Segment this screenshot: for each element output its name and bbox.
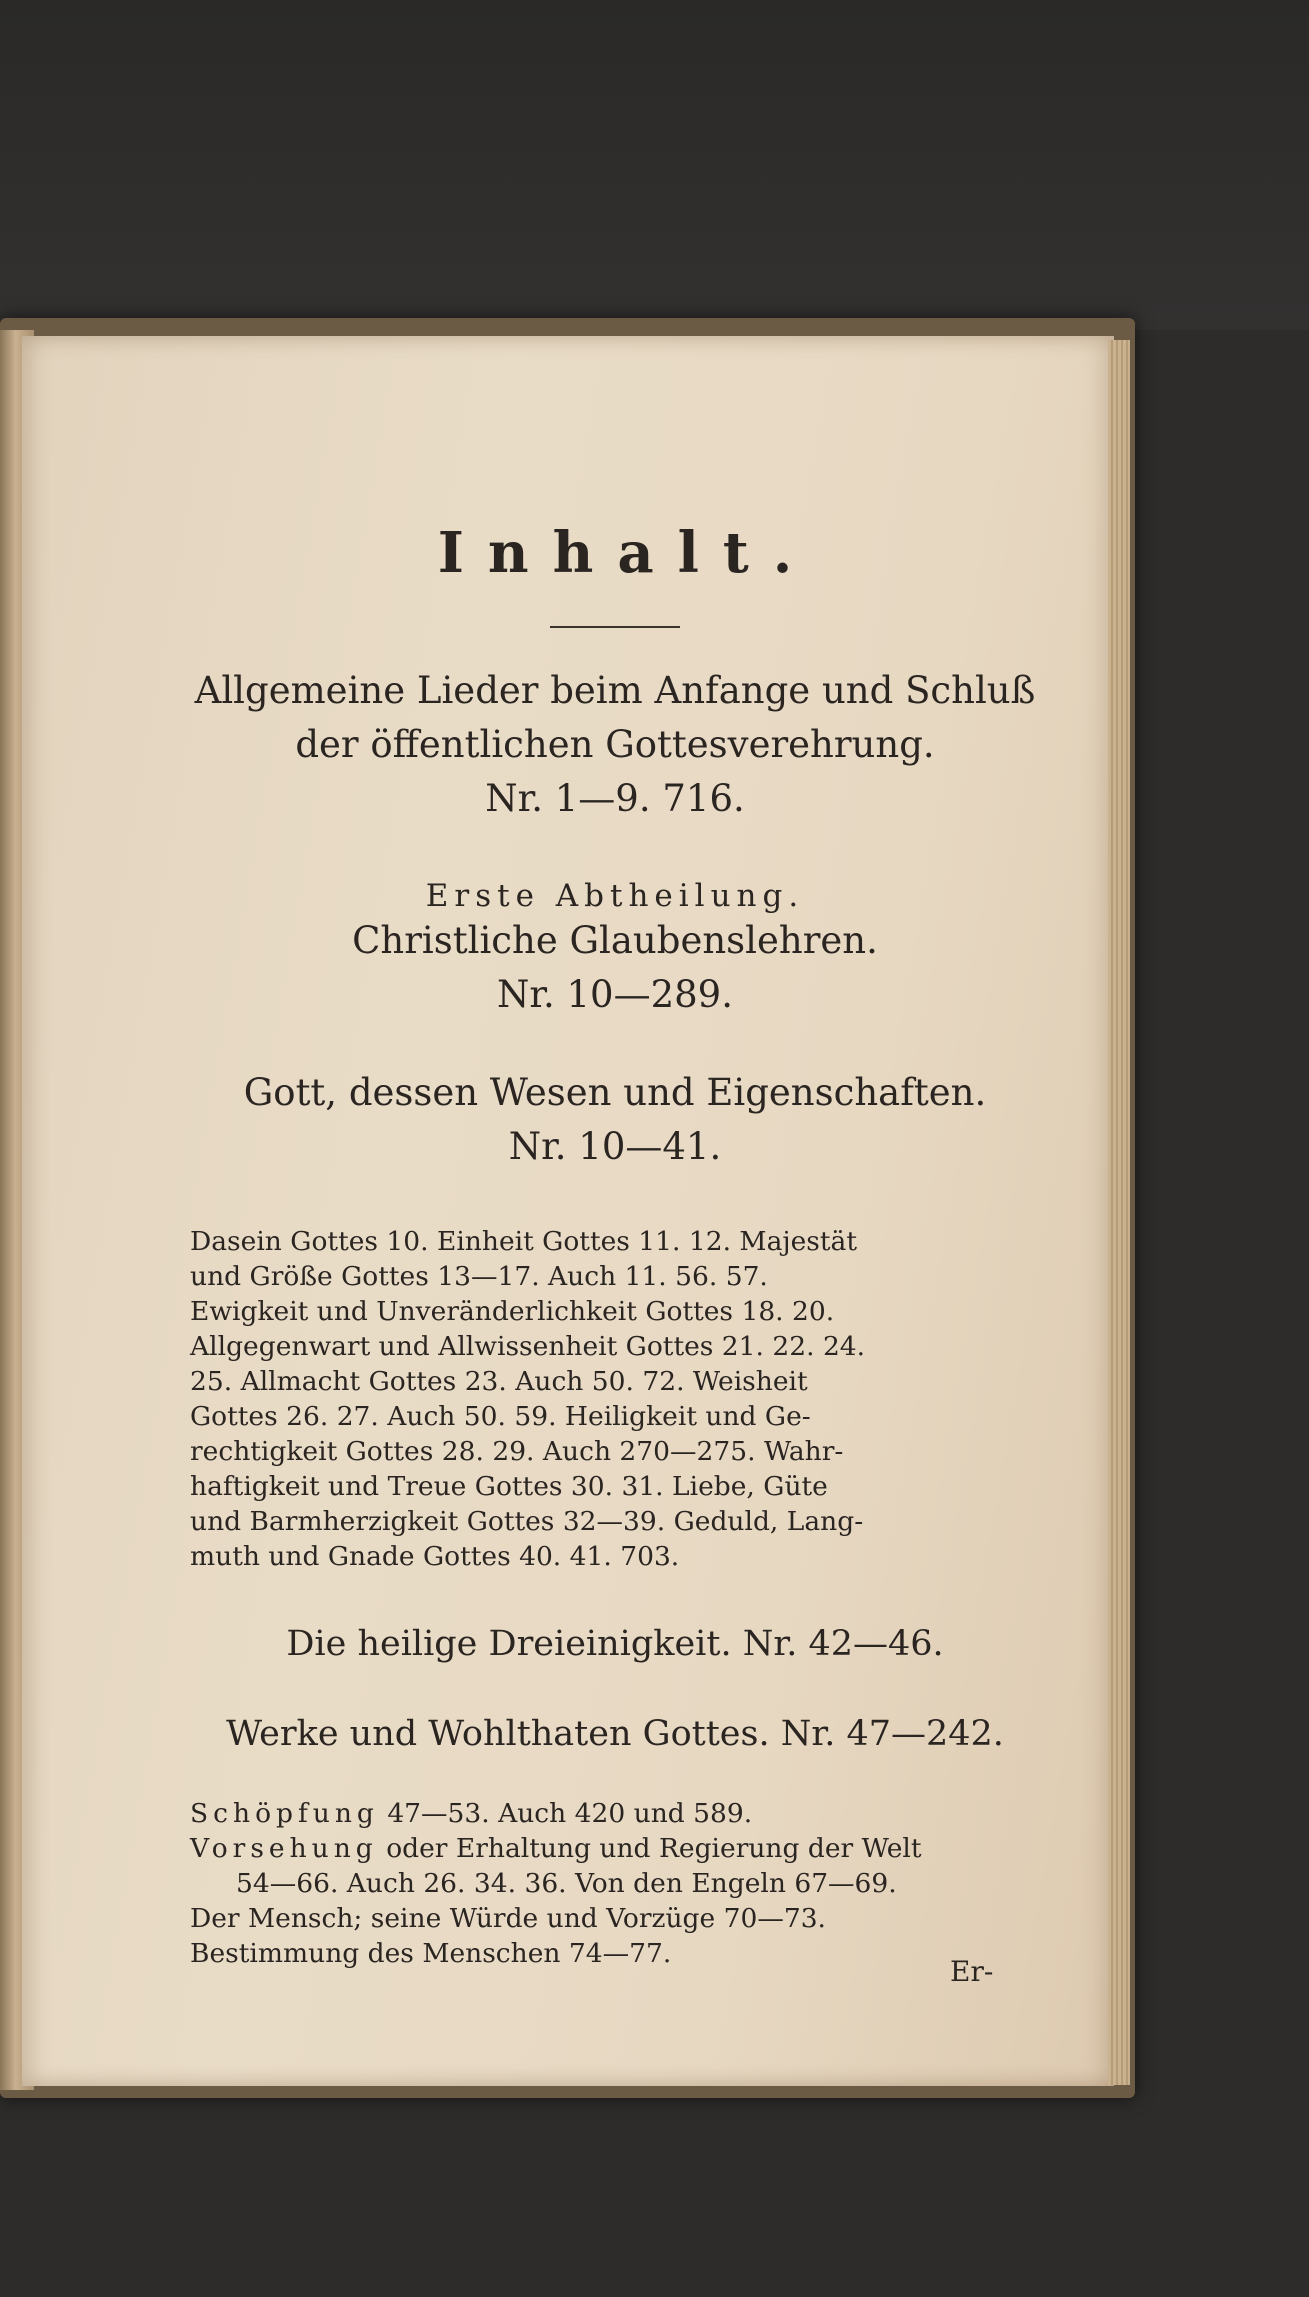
text-line: und Größe Gottes 13—17. Auch 11. 56. 57. — [190, 1261, 768, 1292]
page-edges — [1108, 340, 1130, 2085]
part-range: Nr. 10—289. — [497, 973, 733, 1016]
text-line: 54—66. Auch 26. 34. 36. Von den Engeln 67—69. — [236, 1868, 897, 1899]
section-1-range: Nr. 10—41. — [508, 1125, 722, 1168]
text-line: Ewigkeit und Unveränderlichkeit Gottes 18. 20. — [190, 1296, 835, 1327]
title-rule — [550, 626, 680, 628]
section-1-text — [190, 1224, 1040, 1574]
text-line: Der Mensch; seine Würde und Vorzüge 70—73. — [190, 1903, 826, 1934]
intro-heading-range: Nr. 1—9. 716. — [485, 777, 745, 820]
intro-heading-line-1: Allgemeine Lieder beim Anfange und Schluß — [194, 669, 1036, 712]
text-line: haftigkeit und Treue Gottes 30. 31. Liebe, Güte — [190, 1471, 828, 1502]
text-line: rechtigkeit Gottes 28. 29. Auch 270—275. Wahr- — [190, 1436, 844, 1467]
text-line: muth und Gnade Gottes 40. 41. 703. — [190, 1541, 680, 1572]
topic-label: Schöpfung — [190, 1798, 379, 1829]
text-line: Dasein Gottes 10. Einheit Gottes 11. 12. Majestät — [190, 1226, 857, 1257]
text-line: Bestimmung des Menschen 74—77. — [190, 1938, 672, 1969]
page-content — [190, 520, 1040, 1971]
section-1-title: Gott, dessen Wesen und Eigenschaften. — [243, 1071, 987, 1114]
text-line: Gottes 26. 27. Auch 50. 59. Heiligkeit und Ge- — [190, 1401, 811, 1432]
text-line: und Barmherzigkeit Gottes 32—39. Geduld, Lang- — [190, 1506, 864, 1537]
background-surface — [0, 0, 1309, 330]
part-title: Christliche Glaubenslehren. — [352, 919, 878, 962]
text-line: 25. Allmacht Gottes 23. Auch 50. 72. Weisheit — [190, 1366, 808, 1397]
section-3-heading: Werke und Wohlthaten Gottes. Nr. 47—242. — [226, 1714, 1004, 1754]
catchword: Er- — [950, 1955, 994, 1988]
text-line: Allgegenwart und Allwissenheit Gottes 21. 22. 24. — [190, 1331, 866, 1362]
text-line: Vorsehung oder Erhaltung und Regierung der Welt — [190, 1833, 922, 1864]
intro-heading-line-2: der öffentlichen Gottesverehrung. — [295, 723, 935, 766]
section-2-heading: Die heilige Dreieinigkeit. Nr. 42—46. — [286, 1624, 944, 1664]
section-3-text — [190, 1796, 1040, 1971]
topic-label: Vorsehung — [190, 1833, 378, 1864]
page-title: Inhalt. — [437, 520, 817, 586]
part-label: Erste Abtheilung. — [425, 878, 805, 914]
text-line: Schöpfung 47—53. Auch 420 und 589. — [190, 1798, 753, 1829]
